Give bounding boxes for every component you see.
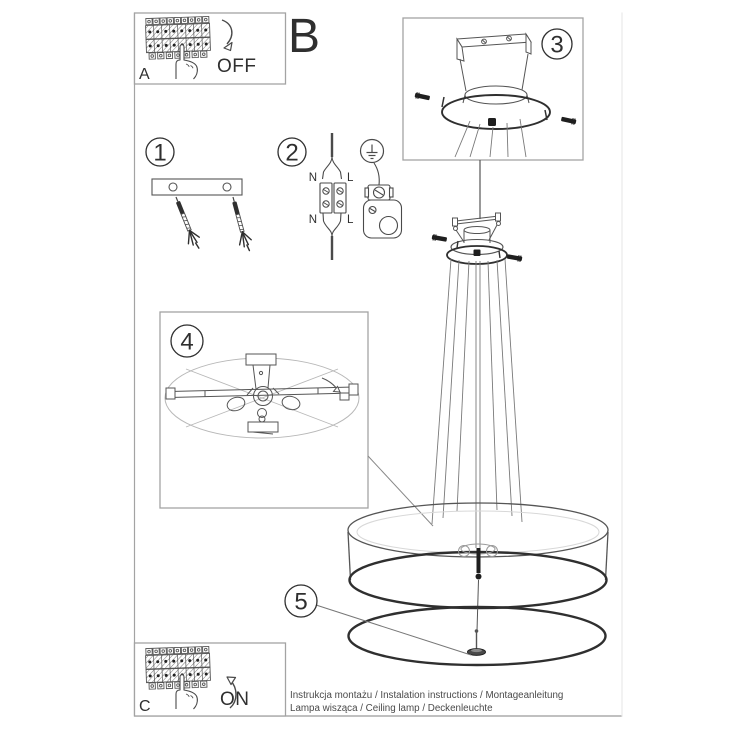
footer-line1: Instrukcja montażu / Instalation instructions / Montageanleitung	[290, 690, 564, 701]
wire-label-n-top: N	[308, 172, 317, 184]
mounting-bracket-drawing	[152, 179, 242, 195]
step5-group	[285, 585, 471, 655]
step2-group	[278, 133, 402, 260]
step4-box	[160, 312, 368, 508]
step1-group	[146, 138, 254, 253]
wire-label-l-bottom: L	[347, 214, 354, 226]
step4-badge	[171, 325, 203, 357]
panel-c-state: ON	[220, 689, 250, 710]
hanger-bracket-drawing	[453, 213, 501, 242]
panel-c-box	[135, 643, 286, 716]
suspension-wires	[432, 259, 522, 548]
footer-line2: Lampa wisząca / Ceiling lamp / Deckenleuchte	[290, 703, 493, 714]
section-letter: B	[288, 10, 321, 63]
center-rod	[476, 548, 482, 631]
finial	[468, 629, 486, 655]
footer-title-block	[290, 690, 563, 714]
step1-number: 1	[153, 139, 167, 167]
strain-relief-drawing	[364, 163, 402, 238]
panel-a-label: A	[139, 66, 150, 83]
wall-plug-icon	[170, 195, 203, 252]
panel-c-label: C	[139, 698, 151, 715]
step3-badge	[542, 29, 572, 59]
wire-label-n-bottom: N	[308, 214, 317, 226]
ground-symbol-icon	[361, 140, 384, 163]
step3-number: 3	[550, 31, 564, 59]
lamp-canopy-screws	[431, 234, 522, 262]
step4-number: 4	[180, 328, 194, 356]
lamp-canopy-drawing	[447, 227, 507, 265]
step3-box	[403, 18, 583, 160]
step5-number: 5	[294, 588, 308, 616]
panel-a-state: OFF	[217, 56, 257, 77]
step2-number: 2	[285, 139, 299, 167]
wiring-diagram	[320, 133, 346, 260]
wall-plug-icon	[227, 195, 254, 252]
panel-a-box	[135, 13, 286, 84]
wire-label-l-top: L	[347, 172, 354, 184]
step5-pointer-line	[316, 605, 471, 655]
